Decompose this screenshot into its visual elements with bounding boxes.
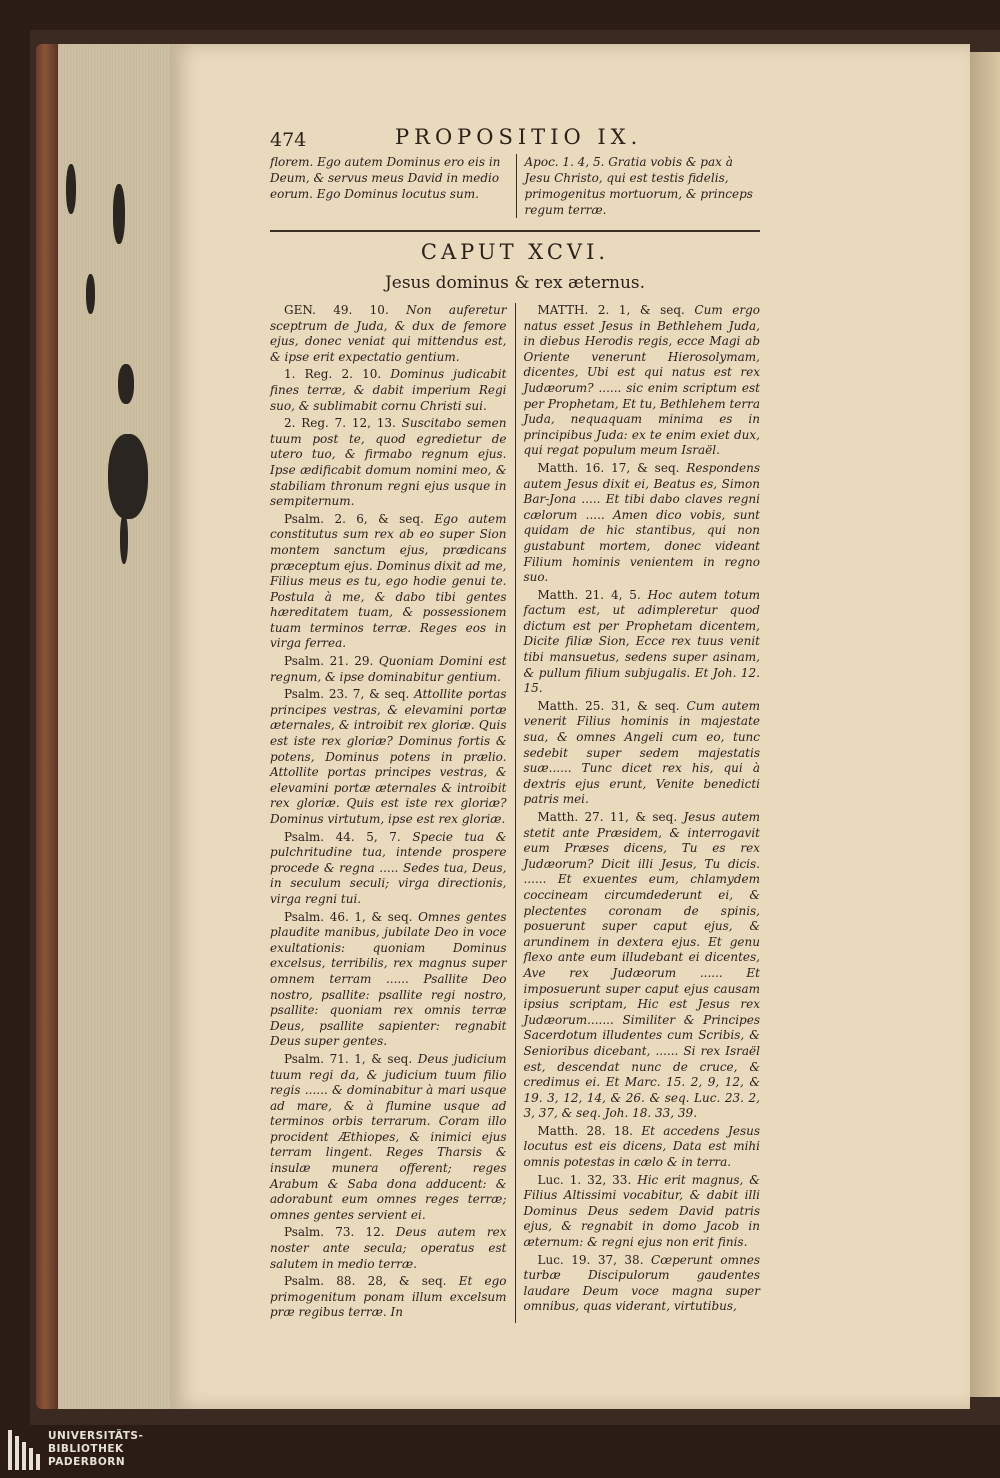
ink-stain <box>86 274 95 314</box>
page-edges <box>58 44 170 1409</box>
continued-right: Apoc. 1. 4, 5. Gratia vobis & pax à Jesu Christo, qui est testis fidelis, primogenitus mortuorum, & princeps regum terræ. <box>516 154 761 218</box>
two-column-body <box>270 303 760 1323</box>
continued-left: florem. Ego autem Dominus ero eis in Deum, & servus meus David in medio eorum. Ego Dominus locutus sum. <box>270 155 501 201</box>
citation-paragraph: Matth. 25. 31, & seq. Cum autem venerit Filius hominis in majestate sua, & omnes Angeli cum eo, tunc sedebit super sedem majestatis suæ...... Tunc dicet rex his, qui à dextris ejus erunt, Venite benedicti patris mei. <box>523 698 760 807</box>
section-rule <box>270 230 760 232</box>
citation-paragraph: Psalm. 44. 5, 7. Specie tua & pulchritudine tua, intende prospere procede & regna ..... Sedes tua, Deus, in seculum seculi; virga directionis, virga regni tui. <box>270 829 507 906</box>
citation-paragraph: Psalm. 88. 28, & seq. Et ego primogenitum ponam illum excelsum præ regibus terræ. In <box>270 1274 507 1320</box>
citation-paragraph: Luc. 19. 37, 38. Cœperunt omnes turbæ Discipulorum gaudentes laudare Deum voce magna super omnibus, quas viderant, virtutibus, <box>523 1252 760 1314</box>
library-logo-icon <box>6 1428 42 1474</box>
running-head: PROPOSITIO IX. <box>395 125 643 149</box>
citation-paragraph: Matth. 27. 11, & seq. Jesus autem stetit ante Præsidem, & interrogavit eum Præses dicens, Tu es rex Judæorum? Dicit illi Jesus, Tu dicis. ...... Et exuentes eum, chlamydem coccineam circumdederunt ei, & plectentes coronam de spinis, posuerunt super caput ejus, & arundinem in dextera ejus. Et genu flexo ante eum illudebant ei dicentes, Ave rex Judæorum ...... Et imposuerunt super caput ejus causam ipsius scriptam, Hic est Jesus rex Judæorum....... Similiter & Principes Sacerdotum illudentes cum Scribis, & Senioribus dicebant, ...... Si rex Israël est, descendat nunc de cruce, & credimus ei. Et Marc. 15. 2, 9, 12, & 19. 3, 12, 14, & 26. & seq. Luc. 23. 2, 3, 37, & seq. Joh. 18. 33, 39. <box>523 810 760 1121</box>
citation-paragraph: Matth. 21. 4, 5. Hoc autem totum factum est, ut adimpleretur quod dictum est per Prophetam dicentem, Dicite filiæ Sion, Ecce rex tuus venit tibi mansuetus, sedens super asinam, & pullum filium subjugalis. Et Joh. 12. 15. <box>523 587 760 696</box>
ink-stain <box>120 514 128 564</box>
logo-line: PADERBORN <box>48 1456 126 1468</box>
citation-paragraph: 2. Reg. 7. 12, 13. Suscitabo semen tuum post te, quod egredietur de utero tuo, & firmabo regnum ejus. Ipse ædificabit domum nomini meo, & stabiliam thronum regni ejus usque in sempiternum. <box>270 416 507 509</box>
page-text <box>270 125 760 1323</box>
right-column <box>516 303 761 1323</box>
citation-paragraph: GEN. 49. 10. Non auferetur sceptrum de Juda, & dux de femore ejus, donec veniat qui mittendus est, & ipse erit expectatio gentium. <box>270 303 507 364</box>
citation-paragraph: Luc. 1. 32, 33. Hic erit magnus, & Filius Altissimi vocabitur, & dabit illi Dominus Deus sedem David patris ejus, & regnabit in domo Jacob in æternum: & regni ejus non erit finis. <box>523 1172 760 1250</box>
ink-stain <box>118 364 134 404</box>
ink-stain <box>66 164 76 214</box>
chapter-title: CAPUT XCVI. <box>420 240 610 264</box>
citation-paragraph: Psalm. 71. 1, & seq. Deus judicium tuum regi da, & judicium tuum filio regis ...... & dominabitur à mari usque ad mare, & à flumine usque ad terminos orbis terrarum. Coram illo procident Æthiopes, & inimici ejus terram lingent. Reges Tharsis & insulæ munera offerent; reges Arabum & Saba dona adducent: & adorabunt eum omnes reges terræ; omnes gentes servient ei. <box>270 1051 507 1222</box>
logo-line: UNIVERSITÄTS- <box>48 1430 144 1442</box>
continued-text <box>270 154 760 218</box>
logo-line: BIBLIOTHEK <box>48 1443 124 1455</box>
page-number: 474 <box>270 129 307 151</box>
citation-paragraph: Psalm. 73. 12. Deus autem rex noster ante secula; operatus est salutem in medio terræ. <box>270 1225 507 1271</box>
ink-stain <box>113 184 125 244</box>
library-logo <box>6 1428 166 1474</box>
citation-paragraph: 1. Reg. 2. 10. Dominus judicabit fines terræ, & dabit imperium Regi suo, & sublimabit cornu Christi sui. <box>270 367 507 413</box>
book-spine <box>36 44 58 1409</box>
ink-stain <box>108 434 148 519</box>
citation-paragraph: MATTH. 2. 1, & seq. Cum ergo natus esset Jesus in Bethlehem Juda, in diebus Herodis regis, ecce Magi ab Oriente venerunt Hierosolymam, dicentes, Ubi est qui natus est rex Judæorum? ...... sic enim scriptum est per Prophetam, Et tu, Bethlehem terra Juda, nequaquam minima es in principibus Juda: ex te enim exiet dux, qui regat populum meum Israël. <box>523 303 760 458</box>
library-logo-text <box>48 1430 143 1469</box>
citation-paragraph: Matth. 16. 17, & seq. Respondens autem Jesus dixit ei, Beatus es, Simon Bar-Jona ..... Et tibi dabo claves regni cælorum ..... Amen dico vobis, sunt quidam de hic stantibus, qui non gustabunt mortem, donec videant Filium hominis venientem in regno suo. <box>523 460 760 585</box>
next-page-edge <box>970 52 1000 1397</box>
chapter-subtitle: Jesus dominus & rex æternus. <box>384 273 646 293</box>
citation-paragraph: Psalm. 46. 1, & seq. Omnes gentes plaudite manibus, jubilate Deo in voce exultationis: quoniam Dominus excelsus, terribilis, rex magnus super omnem terram ...... Psallite Deo nostro, psallite: psallite regi nostro, psallite: quoniam rex omnis terræ Deus, psallite sapienter: regnabit Deus super gentes. <box>270 909 507 1049</box>
left-column <box>270 303 516 1323</box>
page-header <box>270 125 760 153</box>
citation-paragraph: Psalm. 2. 6, & seq. Ego autem constitutus sum rex ab eo super Sion montem sanctum ejus, prædicans præceptum ejus. Dominus dixit ad me, Filius meus es tu, ego hodie genui te. Postula à me, & dabo tibi gentes hæreditatem tuam, & possessionem tuam terminos terræ. Reges eos in virga ferrea. <box>270 511 507 651</box>
citation-paragraph: Psalm. 23. 7, & seq. Attollite portas principes vestras, & elevamini portæ æternales, & introibit rex gloriæ. Quis est iste rex gloriæ? Dominus fortis & potens, Dominus potens in prælio. Attollite portas principes vestras, & elevamini portæ æternales & introibit rex gloriæ. Quis est iste rex gloriæ? Dominus virtutum, ipse est rex gloriæ. <box>270 687 507 826</box>
citation-paragraph: Psalm. 21. 29. Quoniam Domini est regnum, & ipse dominabitur gentium. <box>270 654 507 684</box>
citation-paragraph: Matth. 28. 18. Et accedens Jesus locutus est eis dicens, Data est mihi omnis potestas in cælo & in terra. <box>523 1123 760 1170</box>
